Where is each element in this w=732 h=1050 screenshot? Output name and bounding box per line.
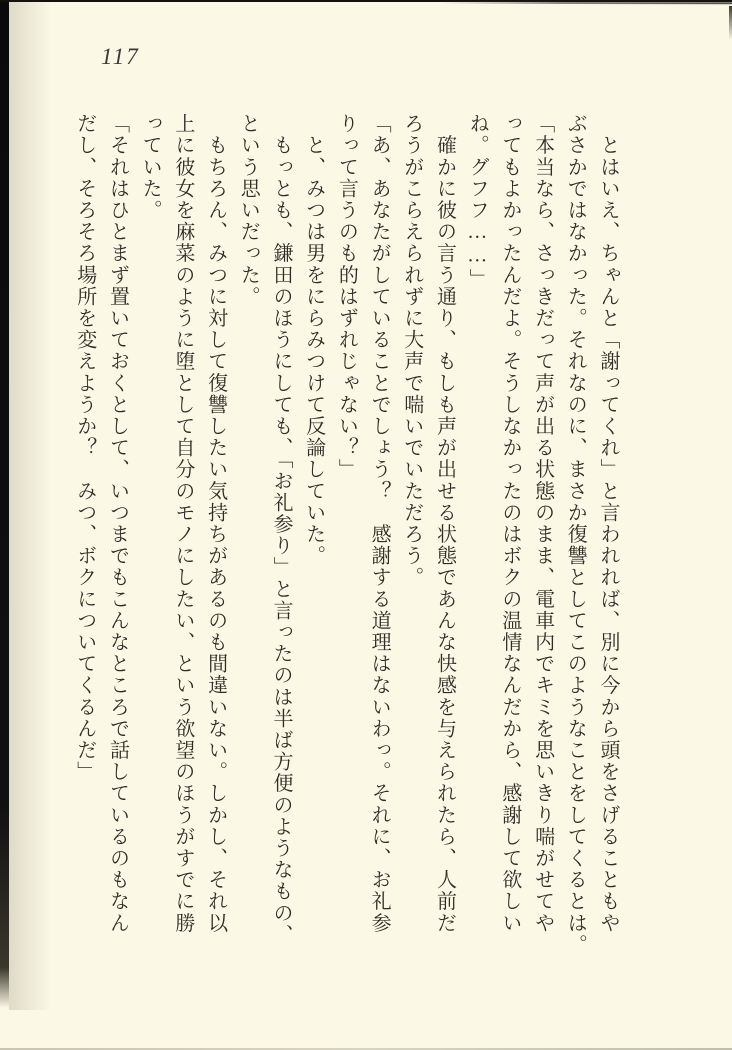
text-line: ろうがこらえられずに大声で喘いでいただろう。 — [400, 113, 423, 589]
text-line: 「本当なら、さっきだって声が出る状態のまま、電車内でキミを思いきり喘がせてや — [531, 113, 554, 934]
text-line: 「あ、あなたがしていることでしょう？ 感謝する道理はないわっ。それに、お礼参 — [368, 113, 391, 934]
text-line: ぶさかではなかった。それなのに、まさか復讐としてこのようなことをしてくるとは。 — [564, 113, 587, 956]
text-line: 上に彼女を麻菜のように堕として自分のモノにしたい、という欲望のほうがすでに勝 — [171, 113, 194, 934]
text-line: ね。グフフ……」 — [466, 113, 489, 290]
scan-gutter-shadow — [9, 0, 51, 1010]
text-line: もちろん、みつに対して復讐したい気持ちがあるのも間違いない。しかし、それ以 — [204, 113, 227, 934]
text-line: もっとも、鎌田のほうにしても、「お礼参り」と言ったのは半ば方便のようなもの、 — [269, 113, 292, 946]
text-line: 確かに彼の言う通り、もしも声が出せる状態であんな快感を与えられたら、人前だ — [433, 113, 456, 934]
scan-edge-top-right — [440, 2, 732, 5]
text-line: という思いだった。 — [237, 113, 260, 308]
text-line: ってもよかったんだよ。そうしなかったのはボクの温情なんだから、感謝して欲しい — [498, 113, 521, 934]
text-line: と、みつは男をにらみつけて反論していた。 — [302, 113, 325, 567]
text-line: 「それはひとまず置いておくとして、いつまでもこんなところで話しているのもなん — [106, 113, 129, 934]
text-line: だし、そろそろ場所を変えようか？ みつ、ボクについてくるんだ」 — [73, 113, 96, 783]
scan-binding-edge-left — [0, 0, 9, 1008]
body-text-vertical — [68, 113, 624, 965]
text-line: っていた。 — [139, 113, 162, 221]
page-number: 117 — [101, 44, 140, 69]
text-line: とはいえ、ちゃんと「謝ってくれ」と言われれば、別に今から頭をさげることもや — [597, 113, 619, 934]
text-line: りって言うのも的はずれじゃない？」 — [335, 113, 358, 481]
